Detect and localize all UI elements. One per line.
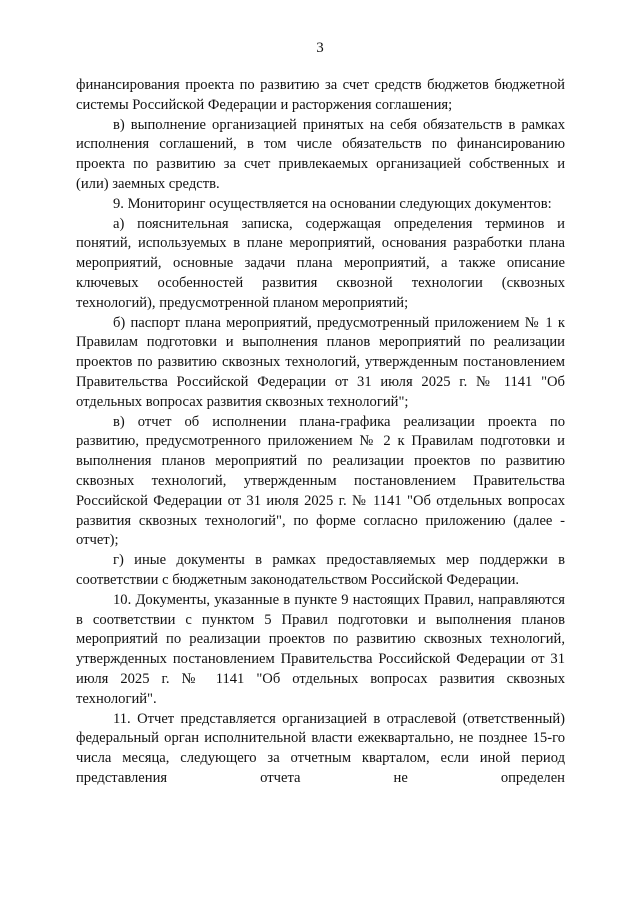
paragraph-item-g: г) иные документы в рамках предоставляемых мер поддержки в соответствии с бюджетным законодательством Российской Федерации. <box>76 552 565 588</box>
page-number: 3 <box>316 40 324 56</box>
paragraph-clause-11: 11. Отчет представляется организацией в отраслевой (ответственный) федеральный орган исполнительной власти ежеквартально, не позднее 15-го числа месяца, следующего за отчетным кварталом, если иной период представления отчета не определен <box>76 710 565 786</box>
paragraph-item-a: а) пояснительная записка, содержащая определения терминов и понятий, используемых в плане мероприятий, основания разработки плана мероприятий, основные задачи плана мероприятий, а также описание ключевых особенностей развития сквозной технологии (сквозных технологий), предусмотренной планом мероприятий; <box>76 215 565 311</box>
document-body <box>76 76 565 789</box>
paragraph-clause-10: 10. Документы, указанные в пункте 9 настоящих Правил, направляются в соответствии с пунктом 5 Правил подготовки и выполнения планов мероприятий по реализации проектов по развитию сквозных технологий, утвержденных постановлением Правительства Российской Федерации от 31 июля 2025 г. № 1141 "Об отдельных вопросах развития сквозных технологий". <box>76 591 565 707</box>
paragraph-item-v-report: в) отчет об исполнении плана-графика реализации проекта по развитию, предусмотренного приложением № 2 к Правилам подготовки и выполнения планов мероприятий по реализации проектов по развитию сквозных технологий, утвержденным постановлением Правительства Российской Федерации от 31 июля 2025 г. № 1141 "Об отдельных вопросах развития сквозных технологий", по форме согласно приложению (далее - отчет); <box>76 413 565 549</box>
paragraph-continuation: финансирования проекта по развитию за счет средств бюджетов бюджетной системы Российской Федерации и расторжения соглашения; <box>76 77 565 113</box>
paragraph-item-b: б) паспорт плана мероприятий, предусмотренный приложением № 1 к Правилам подготовки и выполнения планов мероприятий по реализации проектов по развитию сквозных технологий, утвержденным постановлением Правительства Российской Федерации от 31 июля 2025 г. № 1141 "Об отдельных вопросах развития сквозных технологий"; <box>76 314 565 410</box>
paragraph-clause-9: 9. Мониторинг осуществляется на основании следующих документов: <box>113 195 552 212</box>
paragraph-item-v: в) выполнение организацией принятых на себя обязательств в рамках исполнения соглашений, в том числе обязательств по финансированию проекта по развитию за счет привлекаемых организацией собственных и (или) заемных средств. <box>76 116 565 192</box>
